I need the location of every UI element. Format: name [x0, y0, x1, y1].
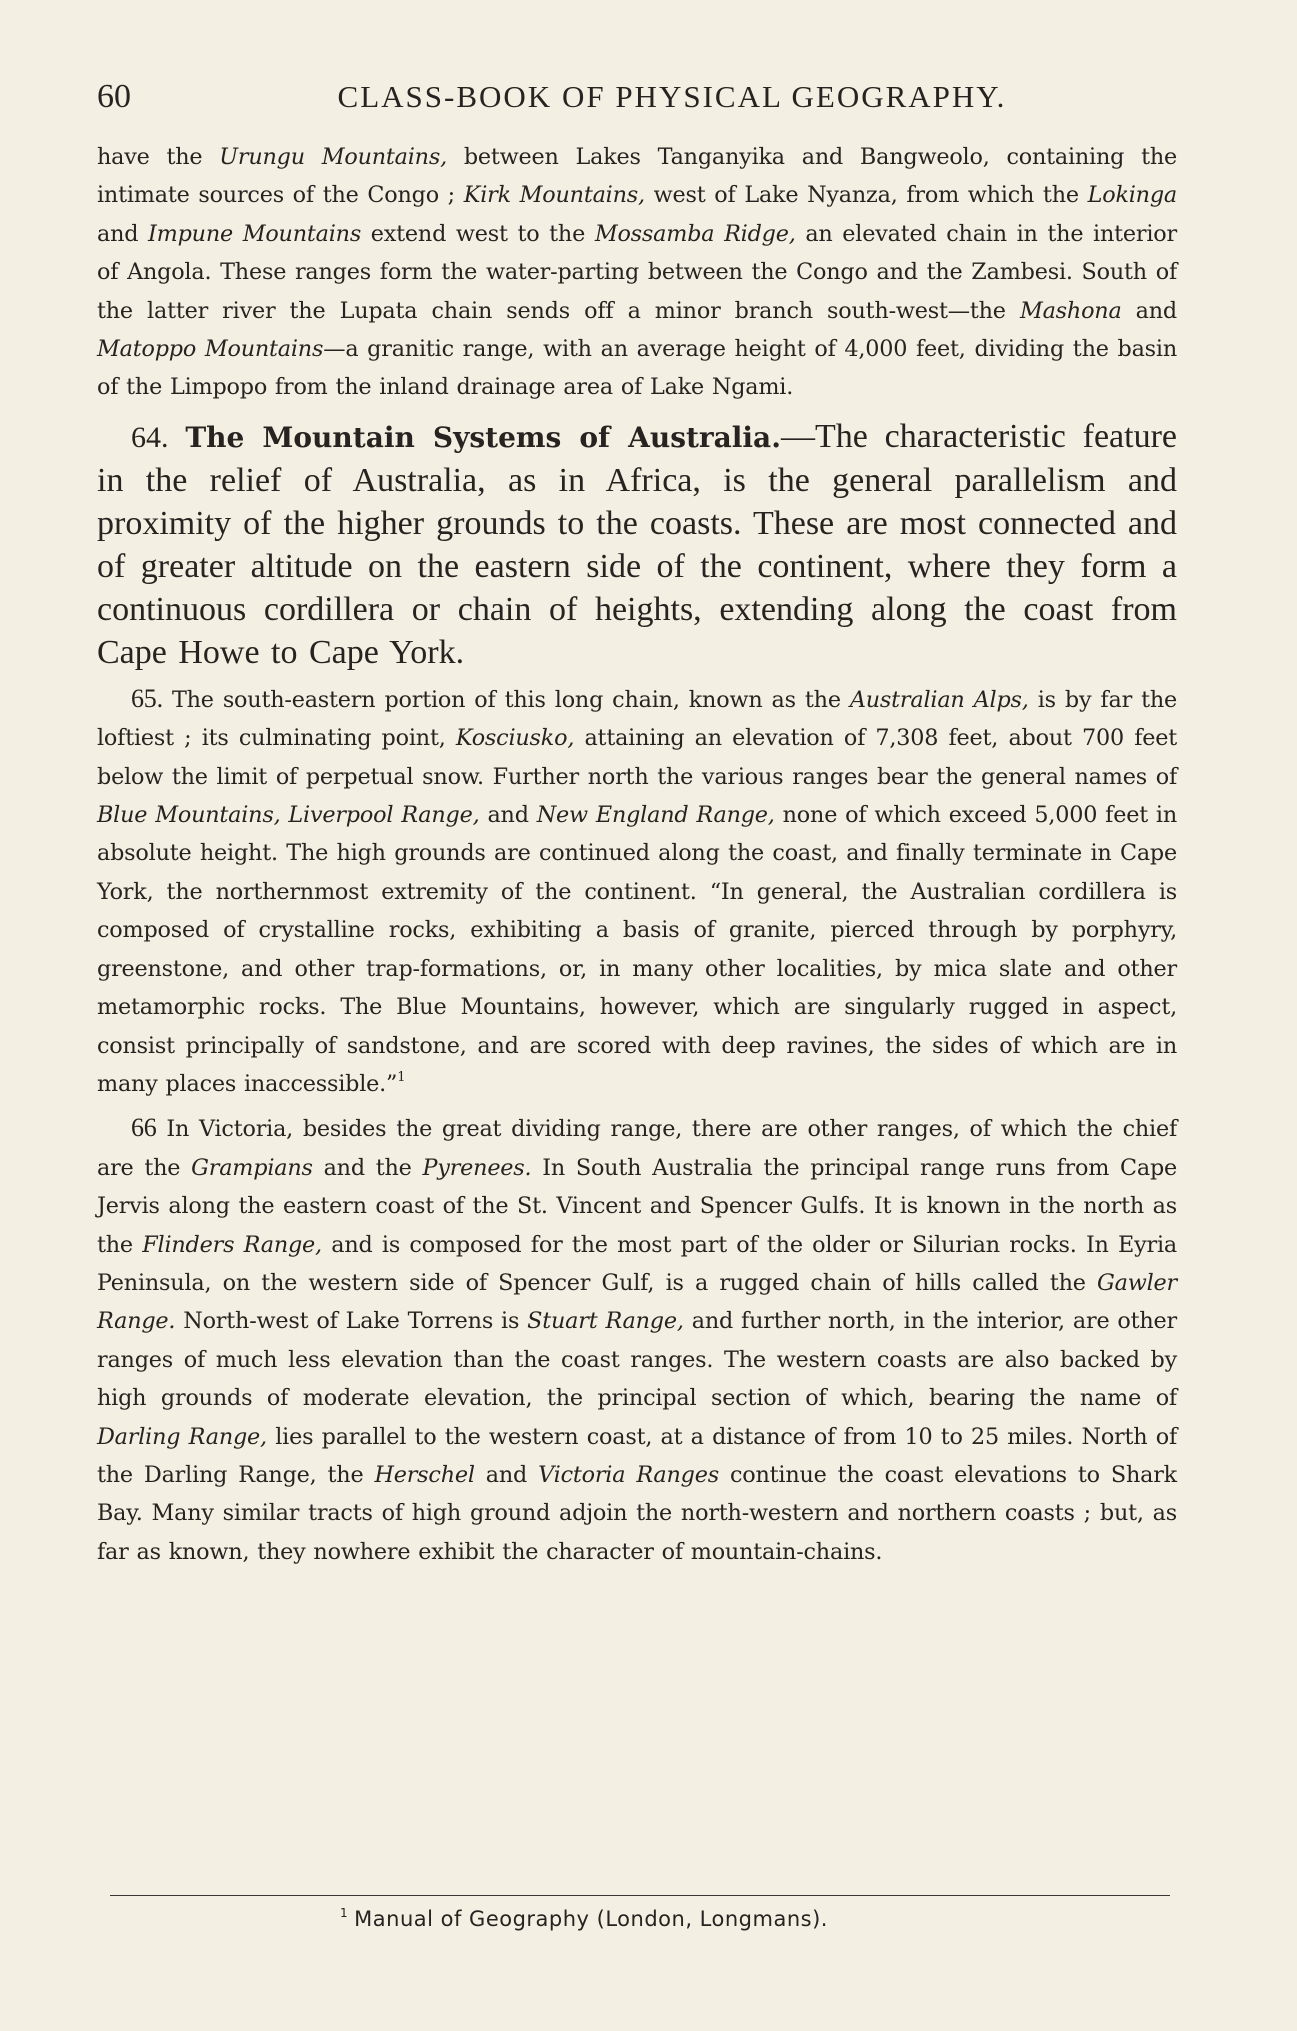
footnote [340, 1907, 828, 1931]
place-name: Urungu Mountains, [219, 144, 447, 170]
place-name: Blue Mountains, Liverpool Range, [97, 802, 480, 829]
paragraph-number: 66 [131, 1113, 157, 1143]
place-name: Flinders Range, [142, 1231, 322, 1258]
text-run: North-west of Lake Torrens is [175, 1308, 528, 1335]
page-number: 60 [97, 78, 131, 115]
text-run: extend west to the [361, 220, 595, 247]
text-run: none of which exceed 5,000 feet in absolute height. The high grounds are continued along the coast, and finally terminate in Cape York, the northernmost extremity of the continent. “In general, the Australian cordillera is composed of crystalline rocks, exhibiting a basis of granite, pierced through by porphyry, greenstone, and other trap-formations, or, in many other localities, by mica slate and other metamorphic rocks. The Blue Mountains, however, which are singularly rugged in aspect, consist principally of sandstone, and are scored with deep ravines, the sides of which are in many places inaccessible.” [97, 802, 1178, 1097]
text-run: lies parallel to the western coast, at a distance of from 10 to 25 miles. North of the Darling Range, the [97, 1423, 1177, 1488]
paragraph-65 [97, 680, 1177, 1103]
text-run: —a granitic range, with an average height of 4,000 feet, dividing the basin of the Limpopo from the inland drainage area of Lake Ngami. [97, 336, 1177, 401]
paragraph-64 [97, 415, 1177, 674]
text-run: an elevated chain in the interior of Angola. These ranges form the water-parting between the Congo and the Zambesi. South of the latter river the Lupata chain sends off a minor branch south-west—the [97, 220, 1177, 324]
text-run: and is composed for the most part of the older or Silurian rocks. In Eyria Peninsula, on the western side of Spencer Gulf, is a rugged chain of hills called the [97, 1231, 1177, 1296]
text-run: between Lakes Tanganyika and Bangweolo, containing the intimate sources of the Congo ; [97, 144, 1177, 209]
text-run: and [474, 1461, 539, 1488]
footnote-reference[interactable]: 1 [397, 1069, 406, 1085]
place-name: Gawler Range. [97, 1269, 1177, 1335]
text-run: have the [97, 144, 220, 170]
place-name: Impune Mountains [148, 220, 362, 247]
text-run: The south-eastern portion of this long chain, known as the [162, 686, 850, 713]
page-body [97, 78, 1177, 1571]
place-name: Pyrenees. [422, 1154, 532, 1181]
footnote-text: Manual of Geography (London, Longmans). [354, 1907, 828, 1931]
place-name: Herschel [374, 1461, 475, 1488]
text-run: In South Australia the principal range runs from Cape Jervis along the eastern coast of the St. Vincent and Spencer Gulfs. It is known in the north as the [97, 1154, 1178, 1258]
paragraph-continuation [97, 138, 1177, 407]
footnote-divider [110, 1895, 1170, 1896]
place-name: Mashona [1019, 297, 1122, 324]
text-run: attaining an elevation of 7,308 feet, about 700 feet below the limit of perpetual snow. Further north the various ranges bear the general names of [97, 725, 1178, 790]
place-name: Stuart Range, [527, 1308, 684, 1335]
paragraph-number: 65. [131, 683, 163, 713]
place-name: Grampians [191, 1154, 313, 1181]
place-name: Victoria Ranges [538, 1461, 719, 1488]
place-name: Lokinga [1087, 182, 1178, 209]
text-run: is by far the loftiest ; its culminating point, [97, 686, 1177, 752]
paragraph-number: 64. [131, 420, 169, 454]
place-name: New England Range, [536, 802, 775, 829]
running-title: CLASS-BOOK OF PHYSICAL GEOGRAPHY. [337, 79, 1007, 114]
paragraph-text: —The characteristic feature in the relief of Australia, as in Africa, is the general parallelism and proximity of the higher grounds to the coasts. These are most connected and of greater altitude on the eastern side of the continent, where they form a continuous cordillera or chain of heights, extending along the coast from Cape Howe to Cape York. [97, 417, 1177, 671]
text-run: and [479, 802, 537, 829]
text-run: and further north, in the interior, are other ranges of much less elevation than the coast ranges. The western coasts are also backed by high grounds of moderate elevation, the principal section of which, bearing the name of [97, 1308, 1178, 1412]
place-name: Kosciusko, [455, 725, 575, 752]
place-name: Mossamba Ridge, [594, 220, 796, 247]
page-header [97, 78, 1177, 138]
text-run: and the [312, 1154, 423, 1181]
text-run: In Victoria, besides the great dividing range, there are other ranges, of which the chief are the [97, 1116, 1177, 1181]
section-heading: The Mountain Systems of Australia. [185, 420, 781, 454]
paragraph-66 [97, 1109, 1177, 1571]
place-name: Matoppo Mountains [97, 336, 324, 363]
place-name: Kirk Mountains, [463, 182, 645, 209]
text-run: and [97, 220, 149, 247]
footnote-marker: 1 [340, 1906, 349, 1920]
place-name: Australian Alps, [849, 686, 1029, 713]
text-run: west of Lake Nyanza, from which the [644, 182, 1088, 209]
text-run: and [1121, 297, 1178, 324]
place-name: Darling Range, [97, 1423, 267, 1450]
text-run: continue the coast elevations to Shark Bay. Many similar tracts of high ground adjoin the north-western and northern coasts ; but, as far as known, they nowhere exhibit the character of mountain-chains. [97, 1461, 1177, 1565]
